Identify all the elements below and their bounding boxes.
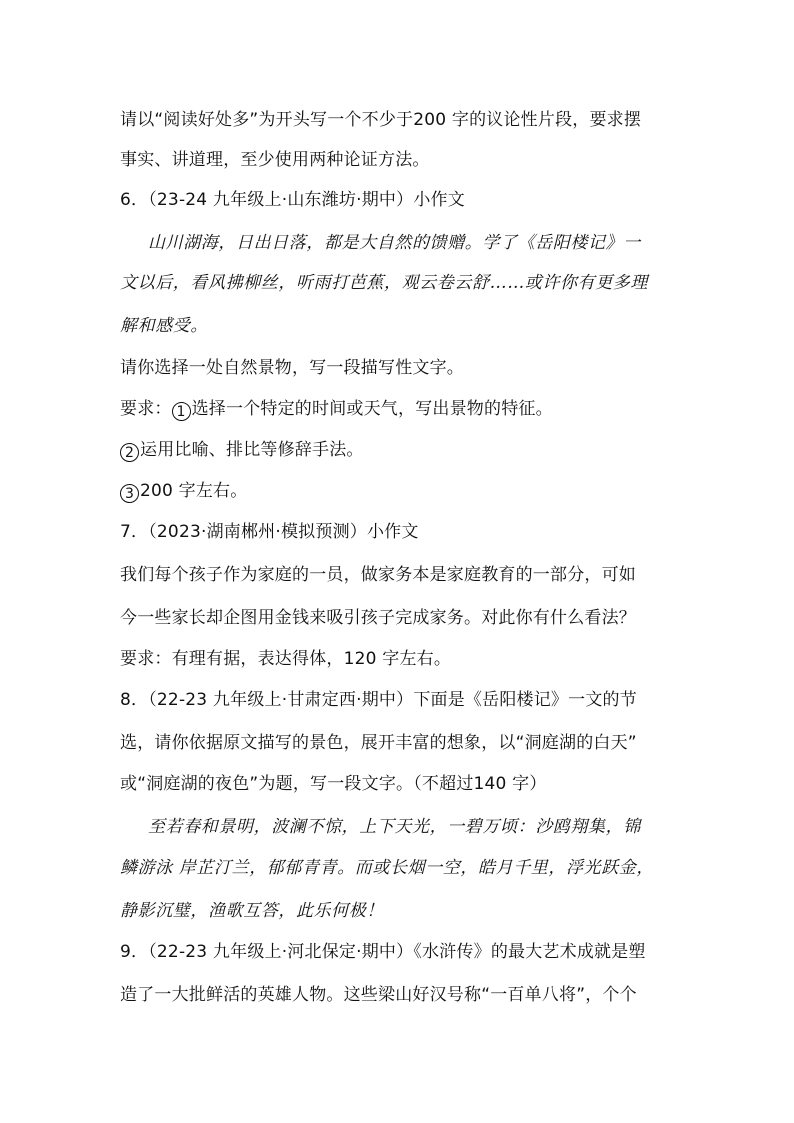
requirement-2-text: 运用比喻、排比等修辞手法。 <box>140 440 364 460</box>
circled-number-2: 2 <box>120 443 139 462</box>
text-line-5: 今一些家长却企图用金钱来吸引孩子完成家务。对此你有什么看法？ <box>120 608 636 628</box>
quote-line-2: 文以后，看风拂柳丝，听雨打芭蕉，观云卷云舒……或许你有更多理 <box>120 273 648 293</box>
question-8-heading: 8．（22-23 九年级上·甘肃定西·期中）下面是《岳阳楼记》一文的节 <box>120 690 637 710</box>
text-line-3: 请你选择一处自然景物，写一段描写性文字。 <box>120 358 464 378</box>
question-6-heading: 6．（23-24 九年级上·山东潍坊·期中）小作文 <box>120 190 465 210</box>
text-line-4: 我们每个孩子作为家庭的一员，做家务本是家庭教育的一部分，可如 <box>120 565 636 585</box>
requirement-3 <box>120 479 700 503</box>
circled-number-1: 1 <box>172 402 191 421</box>
quote-line-1: 山川湖海，日出日落，都是大自然的馈赠。学了《岳阳楼记》一 <box>148 233 641 253</box>
text-line-9: 造了一大批鲜活的英雄人物。这些梁山好汉号称“一百单八将”，个个 <box>120 985 637 1005</box>
text-line-1: 请以“阅读好处多”为开头写一个不少于200 字的议论性片段，要求摆 <box>120 110 642 130</box>
question-9-heading: 9．（22-23 九年级上·河北保定·期中）《水浒传》的最大艺术成就是塑 <box>120 942 646 962</box>
text-line-2: 事实、讲道理，至少使用两种论证方法。 <box>120 150 430 170</box>
requirement-label: 要求： <box>120 399 172 419</box>
quote-line-4: 至若春和景明，波澜不惊，上下天光，一碧万顷：沙鸥翔集，锦 <box>148 817 641 837</box>
question-7-heading: 7．（2023·湖南郴州·模拟预测）小作文 <box>120 522 419 542</box>
quote-line-3: 解和感受。 <box>120 316 208 336</box>
requirement-1-text: 选择一个特定的时间或天气，写出景物的特征。 <box>191 399 553 419</box>
text-line-7: 选，请你依据原文描写的景色，展开丰富的想象，以“洞庭湖的白天” <box>120 733 637 753</box>
circled-number-3: 3 <box>120 484 139 503</box>
requirement-2 <box>120 438 700 462</box>
quote-line-6: 静影沉璧，渔歌互答，此乐何极！ <box>120 901 384 921</box>
requirement-1 <box>120 397 700 421</box>
text-line-6: 要求：有理有据，表达得体，120 字左右。 <box>120 649 452 669</box>
requirement-3-text: 200 字左右。 <box>140 481 248 501</box>
quote-line-5: 鳞游泳 岸芷汀兰，郁郁青青。而或长烟一空，皓月千里，浮光跃金， <box>120 858 655 878</box>
text-line-8: 或“洞庭湖的夜色”为题，写一段文字。（不超过140 字） <box>120 774 547 794</box>
